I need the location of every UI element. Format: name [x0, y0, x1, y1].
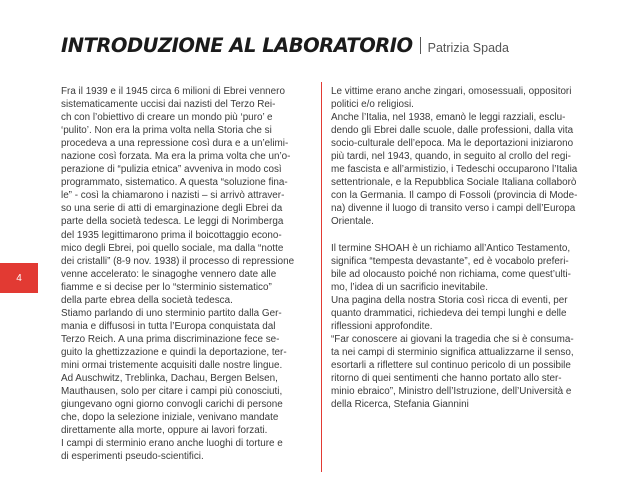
text-line: fiamme e si decise per lo “sterminio sistematico” [61, 281, 272, 293]
text-line: “Far conoscere ai giovani la tragedia che si è consuma- [331, 333, 574, 345]
text-line: parte della società tedesca. Le leggi di Norimberga [61, 216, 284, 228]
text-line: venne accelerato: le sinagoghe vennero date alle [61, 268, 277, 280]
text-line: Ad Auschwitz, Treblinka, Dachau, Bergen Belsen, [61, 373, 278, 385]
text-line: Anche l’Italia, nel 1938, emanò le leggi razziali, esclu- [331, 112, 566, 124]
text-line: socio-culturale dell’epoca. Ma le deportazioni iniziarono [331, 138, 574, 150]
page-title: INTRODUZIONE AL LABORATORIO [61, 34, 413, 57]
text-line: che, dopo la selezione iniziale, venivano mandate [61, 412, 279, 424]
text-line: del 1935 legittimarono prima il boicottaggio econo- [61, 229, 282, 241]
page-header [61, 34, 509, 57]
text-line: programmato, sistematico. A questa “soluzione fina- [61, 177, 288, 189]
text-line: guito la ghettizzazione e quindi la deportazione, ter- [61, 346, 287, 358]
text-line: ch con l’obiettivo di creare un mondo più ‘puro’ e [61, 112, 273, 124]
left-text-column [61, 85, 316, 463]
text-line: direttamente alla morte, oppure ai lavori forzati. [61, 425, 268, 437]
paragraph-gap [331, 229, 593, 242]
text-line: significa “tempesta devastante”, ed è vocabolo preferi- [331, 255, 569, 267]
text-line: mania e diffusosi in tutta l’Europa conquistata dal [61, 320, 276, 332]
text-line: politici e/o religiosi. [331, 99, 414, 111]
text-line: esortarli a riflettere sul continuo pericolo di un possibile [331, 359, 571, 371]
text-line: ‘pulito’. Non era la prima volta nella Storia che si [61, 125, 272, 137]
text-line: perazione di “pulizia etnica” avveniva in modo così [61, 164, 282, 176]
text-line: Stiamo parlando di uno sterminio partito dalla Ger- [61, 307, 282, 319]
text-line: procedeva a una repressione così dura e a un’elimi- [61, 138, 289, 150]
text-line: me fascista e all’armistizio, i Tedeschi occuparono l’Italia [331, 164, 578, 176]
text-line: con la Germania. Il campo di Fossoli (provincia di Mode- [331, 190, 578, 202]
text-line: Terzo Reich. A una prima discriminazione fece se- [61, 333, 280, 345]
text-line: mico degli Ebrei, poi quello sociale, ma dalla “notte [61, 242, 284, 254]
text-line: giungevano ogni giorno convogli carichi di persone [61, 399, 283, 411]
text-line: bile ad olocausto poiché non richiama, come quest’ulti- [331, 268, 571, 280]
text-line: Orientale. [331, 216, 374, 228]
text-line: ta nei campi di sterminio significa attualizzarne il senso, [331, 346, 574, 358]
text-line: dendo gli Ebrei dalle scuole, dalle professioni, dalla vita [331, 125, 574, 137]
page-number-tab [0, 263, 38, 293]
text-line: ritorno di quei sentimenti che hanno portato allo ster- [331, 373, 562, 385]
right-text-column [331, 85, 593, 411]
header-divider [420, 37, 421, 54]
text-line: Una pagina della nostra Storia così ricca di eventi, per [331, 294, 568, 306]
text-line: della parte ebrea della società tedesca. [61, 294, 233, 306]
text-line: dei cristalli” (8-9 nov. 1938) il processo di repressione [61, 255, 295, 267]
column-divider-rule [321, 82, 322, 472]
text-line: nazione così forzata. Ma era la prima volta che un’o- [61, 151, 291, 163]
page-number: 4 [16, 272, 22, 284]
text-line: mini ormai tristemente acquisiti dalle nostre lingue. [61, 359, 283, 371]
text-line: mo, l’idea di un sacrificio inevitabile. [331, 281, 488, 293]
text-line: Il termine SHOAH è un richiamo all’Antico Testamento, [331, 242, 571, 254]
text-line: quanto drammatici, richiedeva dei tempi lunghi e delle [331, 307, 567, 319]
text-line: più tardi, nel 1943, quando, in seguito al crollo del regi- [331, 151, 571, 163]
text-line: di esperimenti pseudo-scientifici. [61, 451, 204, 463]
text-line: Le vittime erano anche zingari, omosessuali, oppositori [331, 86, 572, 97]
text-line: della Ricerca, Stefania Giannini [331, 399, 469, 411]
text-line: le” - così la chiamarono i nazisti – si arrivò attraver- [61, 190, 285, 202]
text-line: settentrionale, e la Repubblica Sociale Italiana collaborò [331, 177, 577, 189]
text-line: so una serie di atti di emarginazione degli Ebrei da [61, 203, 283, 215]
text-line: riflessioni approfondite. [331, 320, 433, 332]
text-line: Fra il 1939 e il 1945 circa 6 milioni di Ebrei vennero [61, 86, 285, 97]
author-name: Patrizia Spada [427, 41, 509, 55]
text-line: I campi di sterminio erano anche luoghi di torture e [61, 438, 283, 450]
text-line: Mauthausen, solo per citare i campi più conosciuti, [61, 386, 283, 398]
text-line: na) divenne il luogo di transito verso i campi dell’Europa [331, 203, 576, 215]
text-line: minio ebraico”, Ministro dell’Istruzione, dell’Università e [331, 386, 572, 398]
text-line: sistematicamente uccisi dai nazisti del Terzo Rei- [61, 99, 276, 111]
